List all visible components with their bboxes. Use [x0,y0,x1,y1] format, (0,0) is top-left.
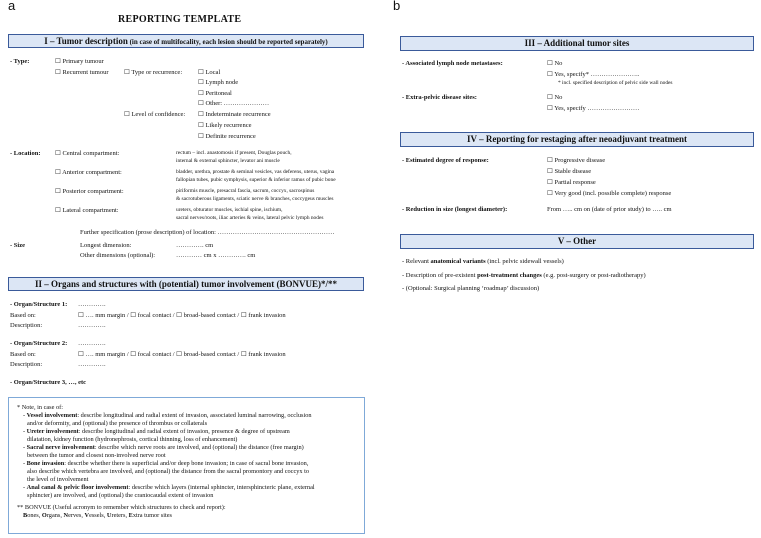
note-vessel-title: Vessel involvement [26,412,78,419]
longest-dimension-field[interactable]: …………. cm [176,242,214,249]
organ-structure-2-field[interactable]: …………. [78,340,106,347]
anterior-compartment-checkbox[interactable]: ☐ Anterior compartment: [55,169,122,176]
location-further-specification[interactable]: Further specification (prose description) of location: ……………………………………………… [80,229,335,236]
confidence-definite-checkbox[interactable]: ☐ Definite recurrence [198,133,256,140]
section-4-header: IV – Reporting for restaging after neoadjuvant treatment [400,132,754,147]
confidence-likely-checkbox[interactable]: ☐ Likely recurrence [198,122,252,129]
longest-dimension-label: Longest dimension: [80,242,132,249]
response-label: - Estimated degree of response: [402,157,489,164]
level-of-confidence-label: ☐ Level of confidence: [124,111,186,118]
structure-2-based-on-options[interactable]: ☐ …. mm margin / ☐ focal contact / ☐ broad-based contact / ☐ frank invasion [78,351,286,358]
other-dimensions-field[interactable]: ………… cm x …………. cm [176,252,256,259]
primary-tumour-checkbox[interactable]: ☐ Primary tumour [55,58,104,65]
note-bone-text-1: : describe whether there is superficial and/or deep bone invasion; in case of sacral bone invasion, [64,460,309,467]
reduction-field[interactable]: From ….. cm on (date of prior study) to ….. cm [547,206,672,213]
central-compartment-checkbox[interactable]: ☐ Central compartment: [55,150,120,157]
recurrence-local-checkbox[interactable]: ☐ Local [198,69,221,76]
posterior-compartment-desc-2: & sacrotuberous ligaments, sciatic nerve & branches, coccygeus muscles [176,196,334,202]
extra-pelvic-yes-checkbox[interactable]: ☐ Yes, specify …………………… [547,105,640,112]
note-bone-text-3: the level of involvement [27,476,89,483]
note-bone: - Bone invasion: describe whether there is superficial and/or deep bone invasion; in case of sacral bone invasion, [23,460,309,467]
type-of-recurrence-label: ☐ Type or recurrence: [124,69,183,76]
note-sacral-title: Sacral nerve involvement [26,444,95,451]
posterior-compartment-checkbox[interactable]: ☐ Posterior compartment: [55,188,124,195]
structure-1-based-on-label: Based on: [10,312,36,319]
structure-1-description-label: Description: [10,322,43,329]
note-ureter-title: Ureter involvement [26,428,79,435]
other-surgical-planning: - (Optional: Surgical planning ‘roadmap’ discussion) [402,285,540,292]
structure-2-based-on-label: Based on: [10,351,36,358]
other-item-2-pre: - Description of pre-existent [402,272,478,279]
note-anal-text-2: sphincter) are involved, and (optional) the craniocaudal extent of invasion [27,492,214,499]
anterior-compartment-desc-2: fallopian tubes, pubic symphysis, superior & inferior ramus of pubic bone [176,177,336,183]
note-bone-title: Bone invasion [26,460,65,467]
recurrence-peritoneal-checkbox[interactable]: ☐ Peritoneal [198,90,232,97]
section-1-header [8,34,364,48]
note-anal-text-1: : describe which layers (internal sphincter, intersphincteric plane, external [128,484,315,491]
structure-1-based-on-options[interactable]: ☐ …. mm margin / ☐ focal contact / ☐ broad-based contact / ☐ frank invasion [78,312,286,319]
recurrent-tumour-checkbox[interactable]: ☐ Recurrent tumour [55,69,109,76]
section-1-title: I – Tumor description [44,36,128,46]
response-partial-checkbox[interactable]: ☐ Partial response [547,179,596,186]
lateral-compartment-desc-2: sacral nerves/roots, iliac arteries & veins, lateral pelvic lymph nodes [176,215,324,221]
note-sacral: - Sacral nerve involvement: describe which nerve roots are involved, and (optional) the distance (free margin) [23,444,304,451]
note-box [8,397,365,534]
organ-structure-1-field[interactable]: …………. [78,301,106,308]
bonvue-letter-n: N [63,512,69,519]
response-progressive-checkbox[interactable]: ☐ Progressive disease [547,157,606,164]
lymph-node-label: - Associated lymph node metastases: [402,60,503,67]
note-sacral-text-2: between the tumor and closest non-involved nerve root [27,452,166,459]
other-item-2-post: (e.g. post-surgery or post-radiotherapy) [541,272,646,279]
panel-label-a: a [8,0,16,13]
bonvue-letter-o: O [41,512,47,519]
location-label: - Location: [10,150,41,157]
lateral-compartment-checkbox[interactable]: ☐ Lateral compartment: [55,207,119,214]
lymph-node-no-checkbox[interactable]: ☐ No [547,60,563,67]
note-bone-text-2: also describe which vertebra are involved, and (optional) the distance from the sacral promontory and coccyx to [27,468,310,475]
other-item-1-bold: anatomical variants [430,258,486,265]
structure-1-description-field[interactable]: …………. [78,322,106,329]
section-5-header: V – Other [400,234,754,249]
response-stable-checkbox[interactable]: ☐ Stable disease [547,168,592,175]
note-vessel-text-2: and/or deformity, and (optional) the presence of thrombus or collaterals [27,420,208,427]
bonvue-word-u: reters, [111,512,129,519]
note-intro: * Note, in case of: [17,404,63,411]
bonvue-intro: ** BONVUE (Useful acronym to remember which structures to check and report): [17,504,226,511]
type-label: - Type: [10,58,30,65]
recurrence-lymph-node-checkbox[interactable]: ☐ Lymph node [198,79,239,86]
bonvue-letter-b: B [23,512,28,519]
other-post-treatment-changes [402,272,646,280]
recurrence-other-checkbox[interactable]: ☐ Other: ………………… [198,100,270,107]
posterior-compartment-desc-1: piriformis muscle, presacral fascia, sacrum, coccyx, sacrospinus [176,188,315,194]
bonvue-word-e: xtra tumor sites [132,512,172,519]
note-vessel: - Vessel involvement: describe longitudinal and radial extent of invasion, associated luminal narrowing, occlusion [23,412,312,419]
other-anatomical-variants [402,258,564,266]
other-item-1-post: (incl. pelvic sidewall vessels) [485,258,564,265]
bonvue-word-b: ones, [27,512,42,519]
structure-2-description-field[interactable]: …………. [78,361,106,368]
reduction-label: - Reduction in size (longest diameter): [402,206,508,213]
lateral-compartment-desc-1: ureters, obturator muscles, ischial spine, ischium, [176,207,283,213]
note-anal-title: Anal canal & pelvic floor involvement [26,484,129,491]
bonvue-acronym [23,512,315,520]
bonvue-word-n: erves, [68,512,85,519]
extra-pelvic-label: - Extra-pelvic disease sites: [402,94,477,101]
organ-structure-3-label: - Organ/Structure 3, …, etc [10,379,87,386]
other-item-1-pre: - Relevant [402,258,431,265]
lymph-node-footnote: * incl. specified description of pelvic side wall nodes [558,80,673,86]
page-title: REPORTING TEMPLATE [118,14,242,25]
anterior-compartment-desc-1: bladder, urethra, prostate & seminal vesicles, vas deferens, uterus, vagina [176,169,335,175]
other-item-2-bold: post-treatment changes [477,272,542,279]
extra-pelvic-no-checkbox[interactable]: ☐ No [547,94,563,101]
bonvue-letter-v: V [84,512,90,519]
central-compartment-desc-1: rectum – incl. anastomosis if present, Douglas pouch, [176,150,292,156]
note-ureter-text-1: : describe longitudinal and radial extent of invasion, presence & degree of upstream [78,428,290,435]
other-dimensions-label: Other dimensions (optional): [80,252,156,259]
structure-2-description-label: Description: [10,361,43,368]
panel-label-b: b [393,0,401,13]
organ-structure-1-label: - Organ/Structure 1: [10,301,68,308]
confidence-indeterminate-checkbox[interactable]: ☐ Indeterminate recurrence [198,111,271,118]
bonvue-letter-u: U [106,512,112,519]
note-vessel-text-1: : describe longitudinal and radial extent of invasion, associated luminal narrowing, occlusion [77,412,312,419]
section-3-header: III – Additional tumor sites [400,36,754,51]
response-very-good-checkbox[interactable]: ☐ Very good (incl. possible complete) response [547,190,672,197]
lymph-node-yes-checkbox[interactable]: ☐ Yes, specify* ………………….. [547,71,640,78]
central-compartment-desc-2: internal & external sphincter, levator ani muscle [176,158,280,164]
section-2-header: II – Organs and structures with (potential) tumor involvement (BONVUE)*/** [8,277,364,291]
note-anal: - Anal canal & pelvic floor involvement: describe which layers (internal sphincter, intersphincteric plane, external [23,484,315,491]
bonvue-letter-e: E [128,512,133,519]
bonvue-word-v: essels, [89,512,107,519]
note-ureter-text-2: dilatation, kidney function (hydronephrosis, cortical thinning, loss of enhancement) [27,436,238,443]
bonvue-word-o: rgans, [46,512,64,519]
note-ureter: - Ureter involvement: describe longitudinal and radial extent of invasion, presence & degree of upstream [23,428,290,435]
note-sacral-text-1: : describe which nerve roots are involved, and (optional) the distance (free margin) [94,444,304,451]
size-label: - Size [10,242,25,249]
organ-structure-2-label: - Organ/Structure 2: [10,340,68,347]
section-1-subtitle: (in case of multifocality, each lesion should be reported separately) [127,38,328,46]
